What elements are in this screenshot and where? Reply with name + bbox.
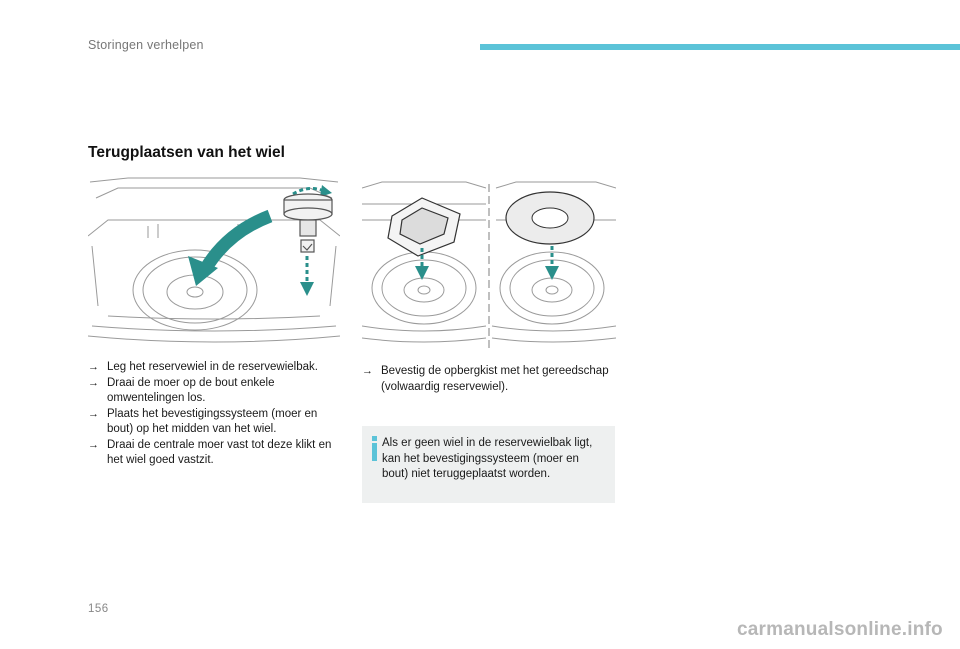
section-heading: Terugplaatsen van het wiel xyxy=(88,144,285,161)
list-item-text: Bevestig de opbergkist met het gereedschap (volwaardig reservewiel). xyxy=(381,365,609,393)
arrow-marker-icon: → xyxy=(88,438,99,451)
list-item-text: Leg het reservewiel in de reservewielbak. xyxy=(107,361,318,373)
instructions-list-right xyxy=(362,364,614,395)
list-item-text: Plaats het bevestigingssysteem (moer en bout) op het midden van het wiel. xyxy=(107,407,318,435)
list-item xyxy=(88,376,340,407)
list-item xyxy=(88,407,340,438)
info-icon xyxy=(371,436,380,461)
instructions-list-left xyxy=(88,360,340,469)
header-section-title: Storingen verhelpen xyxy=(88,38,204,52)
spare-wheel-fixing-illustration xyxy=(88,176,340,348)
info-note-text: Als er geen wiel in de reservewielbak ligt, kan het bevestigingssysteem (moer en bout) niet teruggeplaatst worden. xyxy=(382,437,593,480)
arrow-marker-icon: → xyxy=(362,365,373,377)
arrow-marker-icon: → xyxy=(88,361,99,373)
list-item xyxy=(88,438,340,469)
storage-box-and-cover-illustration xyxy=(362,176,616,348)
list-item-text: Draai de moer op de bout enkele omwentelingen los. xyxy=(107,376,275,404)
arrow-marker-icon: → xyxy=(88,376,99,389)
list-item xyxy=(362,364,614,395)
arrow-marker-icon: → xyxy=(88,407,99,420)
page-number: 156 xyxy=(88,603,109,615)
watermark: carmanualsonline.info xyxy=(737,619,943,640)
header-accent-bar xyxy=(480,44,960,50)
list-item xyxy=(88,360,340,376)
list-item-text: Draai de centrale moer vast tot deze klikt en het wiel goed vastzit. xyxy=(107,438,332,466)
info-note xyxy=(362,426,615,503)
